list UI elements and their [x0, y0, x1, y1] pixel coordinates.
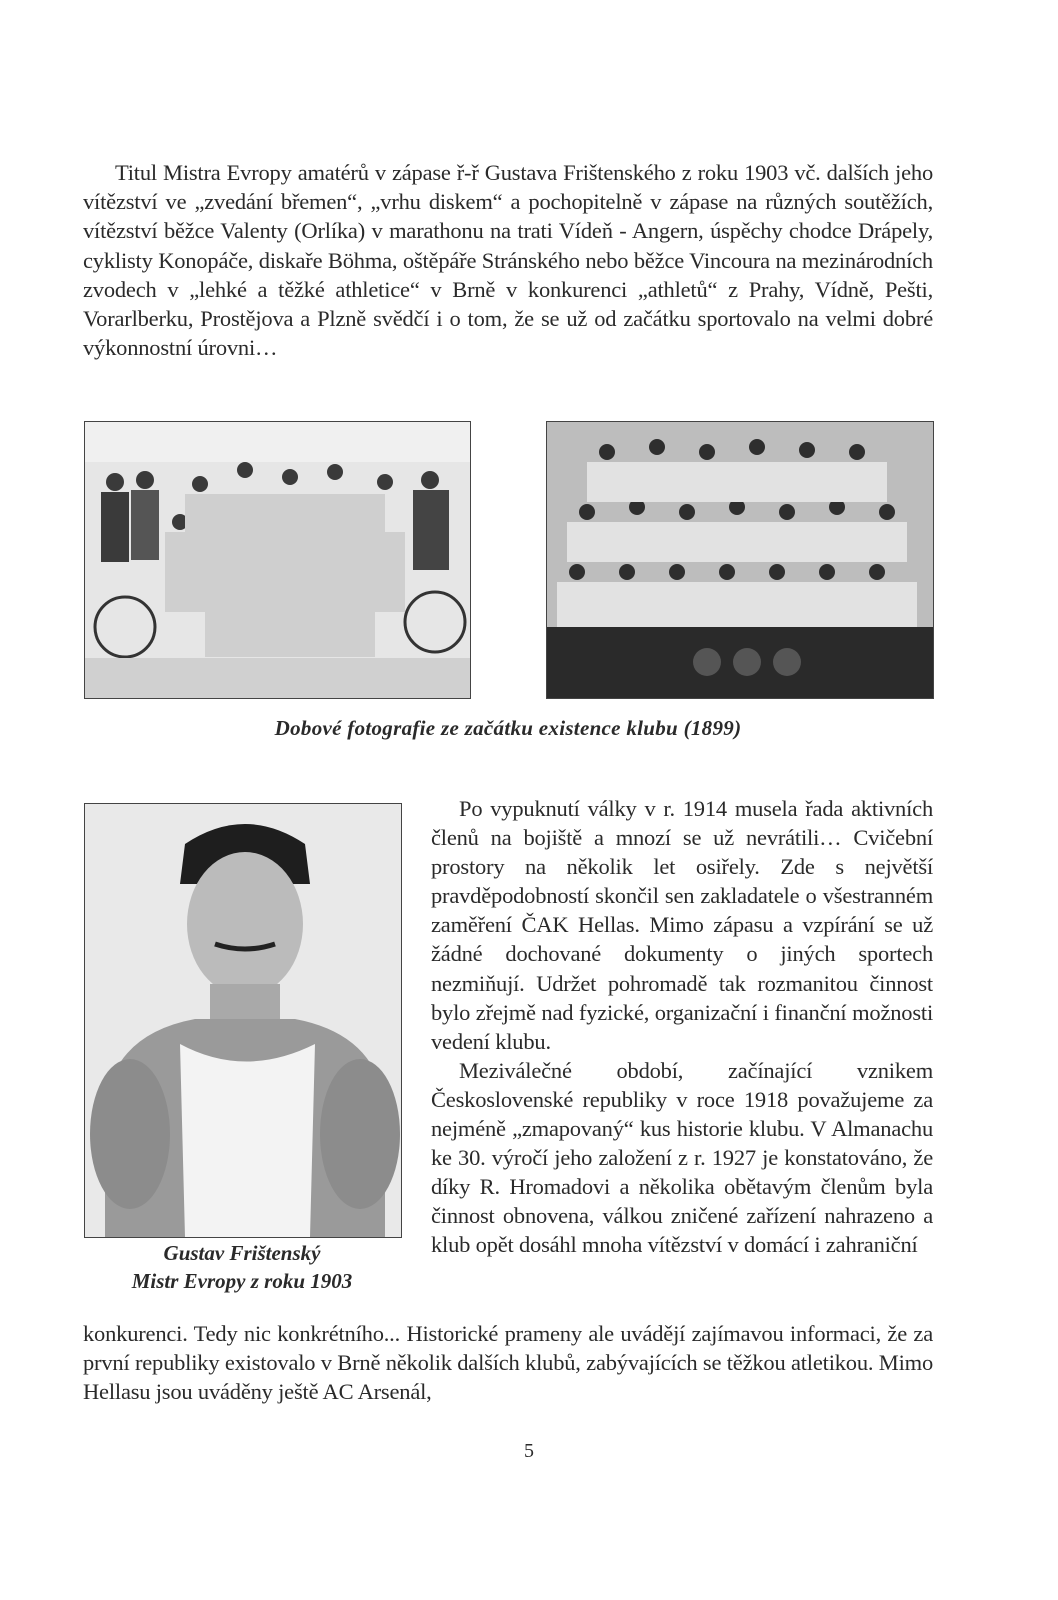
- intro-paragraph: Titul Mistra Evropy amatérů v zápase ř-ř Gustava Frištenského z roku 1903 vč. dalších jeho vítězství ve „zvedání břemen“, „vrhu diskem“ a pochopitelně v zápase na různých soutěžích, vítězství běžce Valenty (Orlíka) v marathonu na trati Vídeň - Angern, úspěchy chodce Drápely, cyklisty Konopáče, diskaře Böhma, oštěpáře Stránského nebo běžce Vincoura na mezinárodních zvodech v „lehké a těžké athletice“ v Brně v konkurenci „athletů“ z Prahy, Vídně, Pešti, Vorarlberku, Prostějova a Plzně svědčí i o tom, že se už od začátku sportovalo na velmi dobré výkonnostní úrovni…: [83, 160, 933, 361]
- portrait-photo: [84, 803, 402, 1238]
- right-column-text: [431, 794, 933, 1260]
- group-photo-right: [546, 421, 934, 699]
- photos-caption: Dobové fotografie ze začátku existence klubu (1899): [274, 716, 742, 740]
- bottom-paragraph: konkurenci. Tedy nic konkrétního... Historické prameny ale uvádějí zajímavou informaci, že za první republiky existovalo v Brně několik dalších klubů, zabývajících se těžkou atletikou. Mimo Hellasu jsou uváděny ještě AC Arsenál,: [83, 1321, 933, 1405]
- portrait-caption-title: Mistr Evropy z roku 1903: [131, 1269, 353, 1293]
- page-number: 5: [524, 1440, 534, 1462]
- portrait-caption-name: Gustav Frištenský: [163, 1241, 321, 1265]
- right-paragraph-1: Po vypuknutí války v r. 1914 musela řada aktivních členů na bojiště a mnozí se už nevrátili… Cvičební prostory na několik let osiřely. Zde s největší pravděpodobností skončil sen zakladatele o všestranném zaměření ČAK Hellas. Mimo zápasu a vzpírání se už žádné dochované dokumenty o jiných sportech nezmiňují. Udržet pohromadě tak rozmanitou činnost bylo zřejmě nad fyzické, organizační i finanční možnosti vedení klubu.: [431, 796, 933, 1054]
- group-photo-left: [84, 421, 471, 699]
- right-paragraph-2: Meziválečné období, začínající vznikem Československé republiky v roce 1918 považujeme za nejméně „zmapovaný“ kus historie klubu. V Almanachu ke 30. výročí jeho založení z r. 1927 je konstatováno, že díky R. Hromadovi a několika obětavým členům byla činnost obnovena, válkou zničené zařízení nahrazeno a klub opět dosáhl mnoha vítězství v domácí i zahraniční: [431, 1057, 933, 1258]
- portrait-caption: [84, 1239, 400, 1295]
